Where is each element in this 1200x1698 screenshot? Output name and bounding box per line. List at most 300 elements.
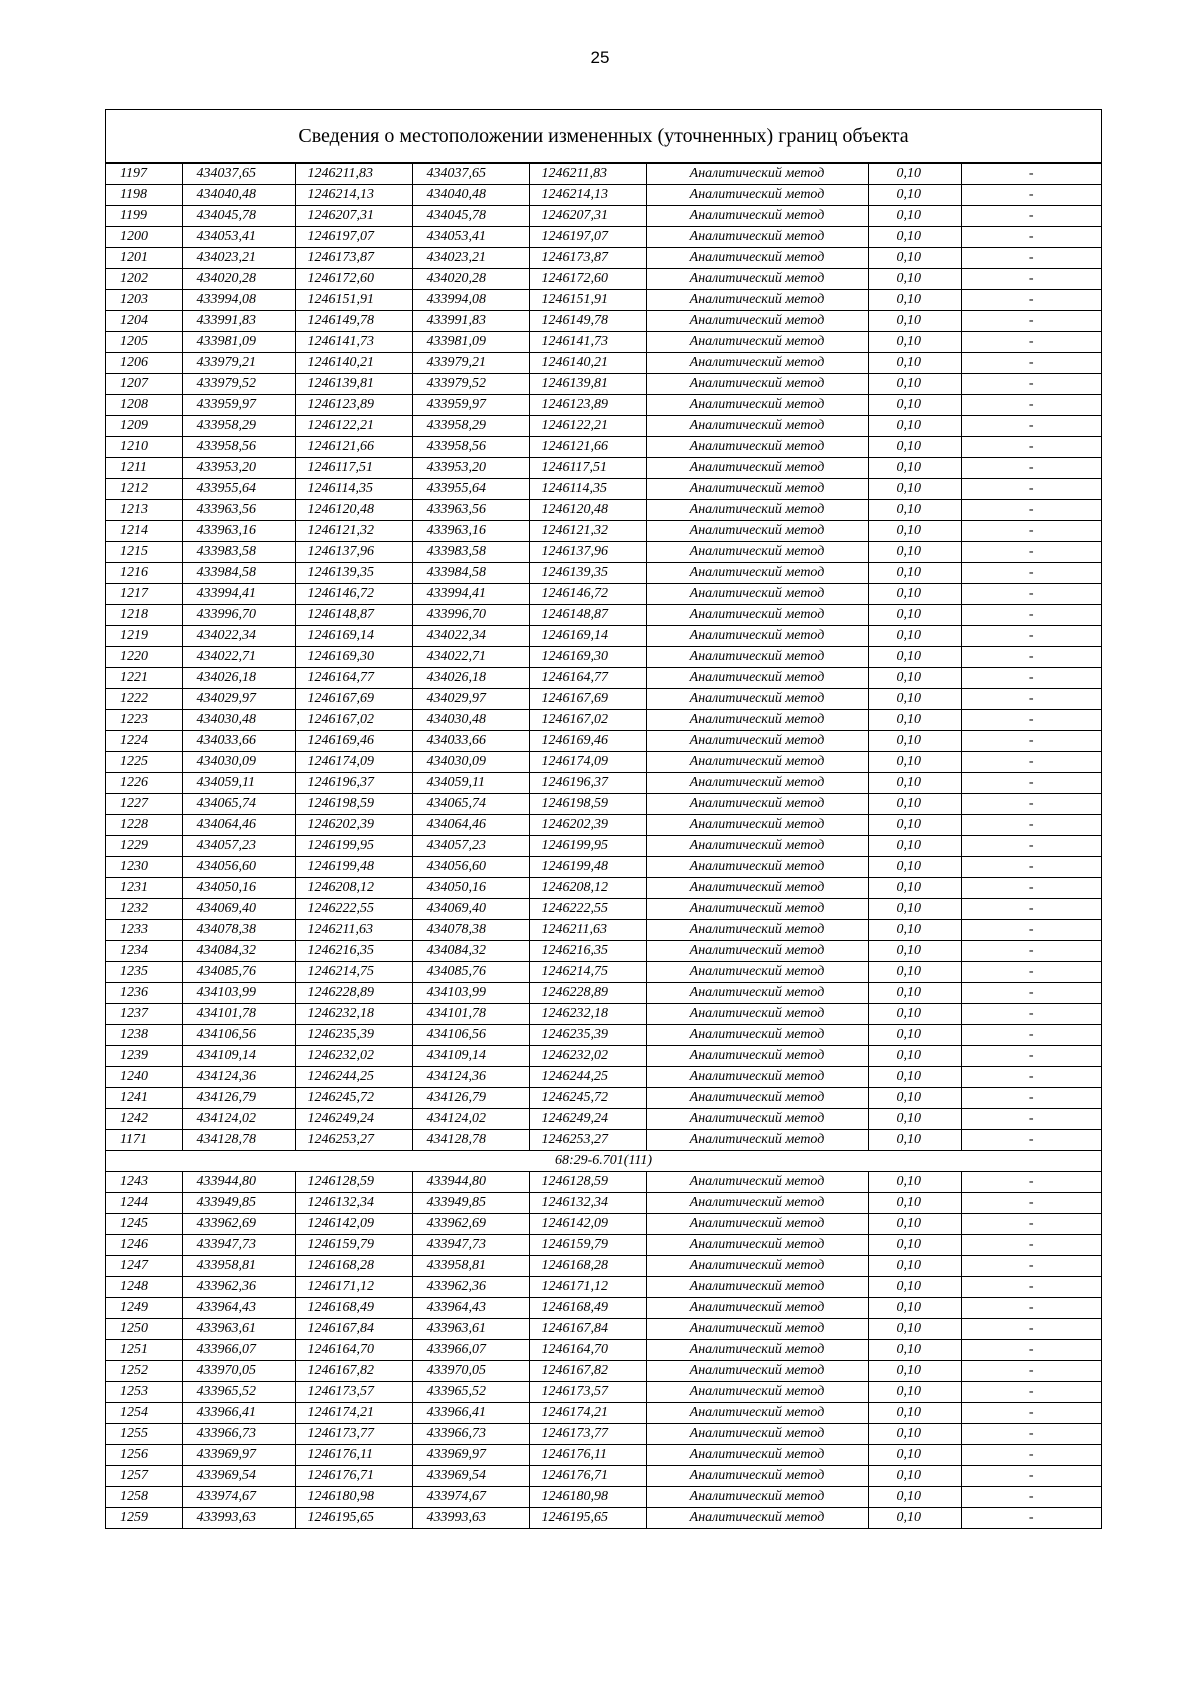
- cell-method: Аналитический метод: [646, 1214, 868, 1235]
- cell-accuracy: 0,10: [868, 353, 961, 374]
- cell-accuracy: 0,10: [868, 1403, 961, 1424]
- cell-x-new: 433966,41: [412, 1403, 529, 1424]
- cell-method: Аналитический метод: [646, 920, 868, 941]
- cell-y-old: 1246164,77: [295, 668, 412, 689]
- cell-point-number: 1209: [106, 416, 182, 437]
- cell-y-new: 1246235,39: [529, 1025, 646, 1046]
- cell-point-number: 1233: [106, 920, 182, 941]
- table-row: [106, 311, 1101, 332]
- cell-accuracy: 0,10: [868, 542, 961, 563]
- cell-y-new: 1246142,09: [529, 1214, 646, 1235]
- cell-method: Аналитический метод: [646, 899, 868, 920]
- cell-x-old: 434037,65: [182, 164, 295, 185]
- cell-note: -: [961, 731, 1101, 752]
- cell-y-old: 1246199,48: [295, 857, 412, 878]
- cell-y-old: 1246180,98: [295, 1487, 412, 1508]
- cell-accuracy: 0,10: [868, 1277, 961, 1298]
- cell-y-old: 1246198,59: [295, 794, 412, 815]
- cell-note: -: [961, 962, 1101, 983]
- table-row: [106, 605, 1101, 626]
- cell-note: -: [961, 1067, 1101, 1088]
- cell-y-new: 1246211,83: [529, 164, 646, 185]
- cell-y-new: 1246169,30: [529, 647, 646, 668]
- cell-x-new: 433979,21: [412, 353, 529, 374]
- cell-note: -: [961, 185, 1101, 206]
- cell-y-new: 1246137,96: [529, 542, 646, 563]
- cell-y-new: 1246253,27: [529, 1130, 646, 1151]
- cell-accuracy: 0,10: [868, 1046, 961, 1067]
- cell-method: Аналитический метод: [646, 668, 868, 689]
- cell-accuracy: 0,10: [868, 1256, 961, 1277]
- cell-x-new: 434109,14: [412, 1046, 529, 1067]
- cell-method: Аналитический метод: [646, 1088, 868, 1109]
- cell-point-number: 1228: [106, 815, 182, 836]
- cell-point-number: 1236: [106, 983, 182, 1004]
- cell-y-old: 1246232,02: [295, 1046, 412, 1067]
- cell-method: Аналитический метод: [646, 1172, 868, 1193]
- cell-accuracy: 0,10: [868, 983, 961, 1004]
- cell-note: -: [961, 290, 1101, 311]
- cell-method: Аналитический метод: [646, 836, 868, 857]
- table-row: [106, 521, 1101, 542]
- cell-x-new: 434030,48: [412, 710, 529, 731]
- page-number: 25: [590, 48, 610, 67]
- cell-y-old: 1246121,66: [295, 437, 412, 458]
- cell-accuracy: 0,10: [868, 605, 961, 626]
- cell-method: Аналитический метод: [646, 290, 868, 311]
- cell-x-new: 433962,69: [412, 1214, 529, 1235]
- cell-note: -: [961, 479, 1101, 500]
- cell-y-old: 1246167,02: [295, 710, 412, 731]
- cell-accuracy: 0,10: [868, 899, 961, 920]
- cell-note: -: [961, 899, 1101, 920]
- cell-note: -: [961, 1214, 1101, 1235]
- cell-x-old: 434022,71: [182, 647, 295, 668]
- cell-method: Аналитический метод: [646, 1445, 868, 1466]
- cell-accuracy: 0,10: [868, 1340, 961, 1361]
- cell-note: -: [961, 1277, 1101, 1298]
- cell-note: -: [961, 626, 1101, 647]
- cell-note: -: [961, 941, 1101, 962]
- cell-point-number: 1171: [106, 1130, 182, 1151]
- cell-accuracy: 0,10: [868, 1067, 961, 1088]
- cell-y-old: 1246196,37: [295, 773, 412, 794]
- cell-x-new: 434103,99: [412, 983, 529, 1004]
- cell-x-new: 434053,41: [412, 227, 529, 248]
- table-row: [106, 815, 1101, 836]
- cell-point-number: 1211: [106, 458, 182, 479]
- cell-y-new: 1246114,35: [529, 479, 646, 500]
- cell-accuracy: 0,10: [868, 164, 961, 185]
- cell-accuracy: 0,10: [868, 1025, 961, 1046]
- table-row: [106, 290, 1101, 311]
- cell-y-old: 1246199,95: [295, 836, 412, 857]
- cell-x-new: 433969,54: [412, 1466, 529, 1487]
- table-row: [106, 983, 1101, 1004]
- table-row: [106, 563, 1101, 584]
- cell-method: Аналитический метод: [646, 941, 868, 962]
- cell-y-old: 1246232,18: [295, 1004, 412, 1025]
- table-row: [106, 500, 1101, 521]
- cell-x-new: 434029,97: [412, 689, 529, 710]
- cell-x-new: 433966,07: [412, 1340, 529, 1361]
- cell-method: Аналитический метод: [646, 1025, 868, 1046]
- cell-point-number: 1226: [106, 773, 182, 794]
- cell-y-new: 1246151,91: [529, 290, 646, 311]
- coordinates-table: [106, 163, 1101, 1528]
- cell-method: Аналитический метод: [646, 605, 868, 626]
- table-body: [106, 164, 1101, 1529]
- cell-x-new: 434059,11: [412, 773, 529, 794]
- cell-y-new: 1246195,65: [529, 1508, 646, 1529]
- cell-note: -: [961, 1340, 1101, 1361]
- cell-x-new: 433964,43: [412, 1298, 529, 1319]
- cell-y-old: 1246159,79: [295, 1235, 412, 1256]
- cell-point-number: 1259: [106, 1508, 182, 1529]
- cell-point-number: 1251: [106, 1340, 182, 1361]
- cell-method: Аналитический метод: [646, 647, 868, 668]
- cell-x-old: 433944,80: [182, 1172, 295, 1193]
- cell-point-number: 1245: [106, 1214, 182, 1235]
- cell-point-number: 1248: [106, 1277, 182, 1298]
- cell-y-new: 1246198,59: [529, 794, 646, 815]
- cell-x-new: 434020,28: [412, 269, 529, 290]
- table-row: [106, 647, 1101, 668]
- cell-point-number: 1252: [106, 1361, 182, 1382]
- cell-y-new: 1246159,79: [529, 1235, 646, 1256]
- table-row: [106, 920, 1101, 941]
- cell-note: -: [961, 395, 1101, 416]
- cell-accuracy: 0,10: [868, 731, 961, 752]
- cell-x-old: 433955,64: [182, 479, 295, 500]
- cell-y-old: 1246211,63: [295, 920, 412, 941]
- cell-y-new: 1246173,57: [529, 1382, 646, 1403]
- cell-x-new: 433963,56: [412, 500, 529, 521]
- cell-method: Аналитический метод: [646, 1235, 868, 1256]
- cell-x-old: 433994,08: [182, 290, 295, 311]
- cell-method: Аналитический метод: [646, 164, 868, 185]
- cell-point-number: 1254: [106, 1403, 182, 1424]
- table-row: [106, 1256, 1101, 1277]
- cell-y-new: 1246199,95: [529, 836, 646, 857]
- cell-point-number: 1204: [106, 311, 182, 332]
- cell-y-old: 1246128,59: [295, 1172, 412, 1193]
- table-row: [106, 185, 1101, 206]
- cell-method: Аналитический метод: [646, 521, 868, 542]
- cell-y-old: 1246168,28: [295, 1256, 412, 1277]
- cell-point-number: 1231: [106, 878, 182, 899]
- cell-x-old: 433964,43: [182, 1298, 295, 1319]
- cell-accuracy: 0,10: [868, 395, 961, 416]
- table-row: [106, 1130, 1101, 1151]
- table-row: [106, 164, 1101, 185]
- cell-note: -: [961, 815, 1101, 836]
- cell-x-old: 433974,67: [182, 1487, 295, 1508]
- cell-y-old: 1246169,14: [295, 626, 412, 647]
- cell-y-new: 1246148,87: [529, 605, 646, 626]
- table-row: [106, 1340, 1101, 1361]
- cell-note: -: [961, 1109, 1101, 1130]
- cell-y-new: 1246174,09: [529, 752, 646, 773]
- cell-x-old: 434124,36: [182, 1067, 295, 1088]
- cell-x-old: 434064,46: [182, 815, 295, 836]
- cell-x-old: 434101,78: [182, 1004, 295, 1025]
- cell-point-number: 1223: [106, 710, 182, 731]
- cell-note: -: [961, 710, 1101, 731]
- cell-point-number: 1235: [106, 962, 182, 983]
- cell-method: Аналитический метод: [646, 983, 868, 1004]
- cell-point-number: 1246: [106, 1235, 182, 1256]
- cell-accuracy: 0,10: [868, 374, 961, 395]
- cell-x-new: 433963,16: [412, 521, 529, 542]
- cell-accuracy: 0,10: [868, 521, 961, 542]
- cell-method: Аналитический метод: [646, 1256, 868, 1277]
- cell-y-old: 1246222,55: [295, 899, 412, 920]
- cell-x-new: 434022,34: [412, 626, 529, 647]
- table-row: [106, 962, 1101, 983]
- cell-x-new: 434078,38: [412, 920, 529, 941]
- cell-x-new: 433953,20: [412, 458, 529, 479]
- cell-point-number: 1216: [106, 563, 182, 584]
- cell-y-old: 1246208,12: [295, 878, 412, 899]
- cell-accuracy: 0,10: [868, 479, 961, 500]
- cell-point-number: 1256: [106, 1445, 182, 1466]
- cell-point-number: 1243: [106, 1172, 182, 1193]
- cell-accuracy: 0,10: [868, 1235, 961, 1256]
- cell-y-old: 1246172,60: [295, 269, 412, 290]
- cell-note: -: [961, 857, 1101, 878]
- cell-x-new: 433958,29: [412, 416, 529, 437]
- table-row: [106, 857, 1101, 878]
- cell-x-old: 434033,66: [182, 731, 295, 752]
- cell-x-new: 433965,52: [412, 1382, 529, 1403]
- cell-y-old: 1246149,78: [295, 311, 412, 332]
- cell-y-new: 1246149,78: [529, 311, 646, 332]
- cell-x-old: 433966,41: [182, 1403, 295, 1424]
- cell-x-new: 433994,41: [412, 584, 529, 605]
- cell-note: -: [961, 752, 1101, 773]
- table-row: [106, 227, 1101, 248]
- cell-point-number: 1249: [106, 1298, 182, 1319]
- cell-y-old: 1246167,84: [295, 1319, 412, 1340]
- cell-method: Аналитический метод: [646, 1067, 868, 1088]
- cell-y-old: 1246173,57: [295, 1382, 412, 1403]
- table-row: [106, 1487, 1101, 1508]
- cell-x-old: 434053,41: [182, 227, 295, 248]
- table-row: [106, 458, 1101, 479]
- cell-x-old: 434069,40: [182, 899, 295, 920]
- cell-point-number: 1220: [106, 647, 182, 668]
- cell-x-new: 433981,09: [412, 332, 529, 353]
- cell-method: Аналитический метод: [646, 227, 868, 248]
- cell-point-number: 1241: [106, 1088, 182, 1109]
- cell-y-old: 1246235,39: [295, 1025, 412, 1046]
- cell-x-old: 433963,56: [182, 500, 295, 521]
- cell-y-new: 1246249,24: [529, 1109, 646, 1130]
- cell-note: -: [961, 269, 1101, 290]
- cell-x-old: 433949,85: [182, 1193, 295, 1214]
- cell-y-old: 1246169,30: [295, 647, 412, 668]
- cell-accuracy: 0,10: [868, 1466, 961, 1487]
- cell-accuracy: 0,10: [868, 1361, 961, 1382]
- cell-x-new: 434106,56: [412, 1025, 529, 1046]
- cell-accuracy: 0,10: [868, 857, 961, 878]
- cell-y-old: 1246146,72: [295, 584, 412, 605]
- cell-note: -: [961, 1046, 1101, 1067]
- cell-method: Аналитический метод: [646, 1361, 868, 1382]
- cell-x-new: 433949,85: [412, 1193, 529, 1214]
- cell-x-old: 433958,29: [182, 416, 295, 437]
- cell-x-old: 433969,97: [182, 1445, 295, 1466]
- cell-point-number: 1229: [106, 836, 182, 857]
- cell-accuracy: 0,10: [868, 1424, 961, 1445]
- cell-accuracy: 0,10: [868, 584, 961, 605]
- cell-y-old: 1246141,73: [295, 332, 412, 353]
- cell-method: Аналитический метод: [646, 752, 868, 773]
- cell-method: Аналитический метод: [646, 1382, 868, 1403]
- cell-method: Аналитический метод: [646, 1424, 868, 1445]
- cell-x-new: 433944,80: [412, 1172, 529, 1193]
- cell-point-number: 1201: [106, 248, 182, 269]
- cell-point-number: 1197: [106, 164, 182, 185]
- cell-note: -: [961, 878, 1101, 899]
- cell-note: -: [961, 1487, 1101, 1508]
- cell-accuracy: 0,10: [868, 941, 961, 962]
- cell-note: -: [961, 1172, 1101, 1193]
- table-row: [106, 1109, 1101, 1130]
- cell-y-old: 1246174,09: [295, 752, 412, 773]
- table-row: [106, 1046, 1101, 1067]
- table-row: [106, 1088, 1101, 1109]
- cell-y-new: 1246123,89: [529, 395, 646, 416]
- cell-point-number: 1218: [106, 605, 182, 626]
- section-heading: 68:29-6.701(111): [106, 1151, 1101, 1172]
- cell-method: Аналитический метод: [646, 731, 868, 752]
- cell-x-old: 433963,16: [182, 521, 295, 542]
- cell-x-new: 433993,63: [412, 1508, 529, 1529]
- cell-point-number: 1205: [106, 332, 182, 353]
- cell-y-new: 1246173,77: [529, 1424, 646, 1445]
- cell-accuracy: 0,10: [868, 269, 961, 290]
- cell-y-new: 1246216,35: [529, 941, 646, 962]
- cell-x-new: 433966,73: [412, 1424, 529, 1445]
- cell-x-new: 434057,23: [412, 836, 529, 857]
- cell-point-number: 1214: [106, 521, 182, 542]
- table-row: [106, 542, 1101, 563]
- cell-y-new: 1246167,84: [529, 1319, 646, 1340]
- cell-x-new: 434064,46: [412, 815, 529, 836]
- cell-y-new: 1246214,75: [529, 962, 646, 983]
- cell-accuracy: 0,10: [868, 500, 961, 521]
- cell-note: -: [961, 500, 1101, 521]
- cell-x-new: 434128,78: [412, 1130, 529, 1151]
- cell-accuracy: 0,10: [868, 1004, 961, 1025]
- cell-note: -: [961, 1445, 1101, 1466]
- cell-x-old: 433959,97: [182, 395, 295, 416]
- cell-y-old: 1246214,75: [295, 962, 412, 983]
- table-row: [106, 752, 1101, 773]
- cell-y-old: 1246120,48: [295, 500, 412, 521]
- cell-x-new: 434037,65: [412, 164, 529, 185]
- cell-method: Аналитический метод: [646, 1403, 868, 1424]
- cell-y-new: 1246140,21: [529, 353, 646, 374]
- cell-accuracy: 0,10: [868, 311, 961, 332]
- table-row: [106, 1067, 1101, 1088]
- cell-accuracy: 0,10: [868, 962, 961, 983]
- cell-point-number: 1215: [106, 542, 182, 563]
- cell-y-new: 1246196,37: [529, 773, 646, 794]
- cell-y-new: 1246141,73: [529, 332, 646, 353]
- cell-accuracy: 0,10: [868, 206, 961, 227]
- cell-x-new: 434085,76: [412, 962, 529, 983]
- cell-point-number: 1217: [106, 584, 182, 605]
- table-row: [106, 1298, 1101, 1319]
- cell-point-number: 1207: [106, 374, 182, 395]
- cell-method: Аналитический метод: [646, 479, 868, 500]
- cell-y-old: 1246202,39: [295, 815, 412, 836]
- cell-accuracy: 0,10: [868, 1193, 961, 1214]
- cell-x-old: 434057,23: [182, 836, 295, 857]
- cell-x-old: 433969,54: [182, 1466, 295, 1487]
- table-title: Сведения о местоположении измененных (уточненных) границ объекта: [106, 110, 1101, 163]
- table-row: [106, 1277, 1101, 1298]
- cell-x-old: 433984,58: [182, 563, 295, 584]
- table-row: [106, 437, 1101, 458]
- cell-accuracy: 0,10: [868, 668, 961, 689]
- cell-point-number: 1206: [106, 353, 182, 374]
- table-row: [106, 794, 1101, 815]
- cell-x-new: 434045,78: [412, 206, 529, 227]
- cell-note: -: [961, 1004, 1101, 1025]
- table-row: [106, 941, 1101, 962]
- cell-x-new: 434124,02: [412, 1109, 529, 1130]
- cell-y-old: 1246171,12: [295, 1277, 412, 1298]
- cell-method: Аналитический метод: [646, 1130, 868, 1151]
- cell-x-new: 434033,66: [412, 731, 529, 752]
- table-row: [106, 1424, 1101, 1445]
- cell-method: Аналитический метод: [646, 1466, 868, 1487]
- cell-y-new: 1246128,59: [529, 1172, 646, 1193]
- cell-y-old: 1246195,65: [295, 1508, 412, 1529]
- cell-x-new: 434026,18: [412, 668, 529, 689]
- cell-note: -: [961, 1193, 1101, 1214]
- cell-y-old: 1246173,87: [295, 248, 412, 269]
- cell-method: Аналитический метод: [646, 815, 868, 836]
- cell-x-old: 434029,97: [182, 689, 295, 710]
- cell-y-old: 1246122,21: [295, 416, 412, 437]
- cell-note: -: [961, 1319, 1101, 1340]
- cell-note: -: [961, 1025, 1101, 1046]
- cell-x-old: 434045,78: [182, 206, 295, 227]
- cell-accuracy: 0,10: [868, 1088, 961, 1109]
- cell-point-number: 1257: [106, 1466, 182, 1487]
- cell-note: -: [961, 353, 1101, 374]
- cell-accuracy: 0,10: [868, 1319, 961, 1340]
- cell-method: Аналитический метод: [646, 794, 868, 815]
- cell-x-old: 434026,18: [182, 668, 295, 689]
- cell-accuracy: 0,10: [868, 626, 961, 647]
- table-row: [106, 248, 1101, 269]
- cell-x-new: 433994,08: [412, 290, 529, 311]
- cell-x-old: 434023,21: [182, 248, 295, 269]
- cell-y-new: 1246164,70: [529, 1340, 646, 1361]
- cell-x-old: 433981,09: [182, 332, 295, 353]
- cell-method: Аналитический метод: [646, 500, 868, 521]
- cell-x-old: 434106,56: [182, 1025, 295, 1046]
- cell-note: -: [961, 983, 1101, 1004]
- table-row: [106, 836, 1101, 857]
- cell-point-number: 1234: [106, 941, 182, 962]
